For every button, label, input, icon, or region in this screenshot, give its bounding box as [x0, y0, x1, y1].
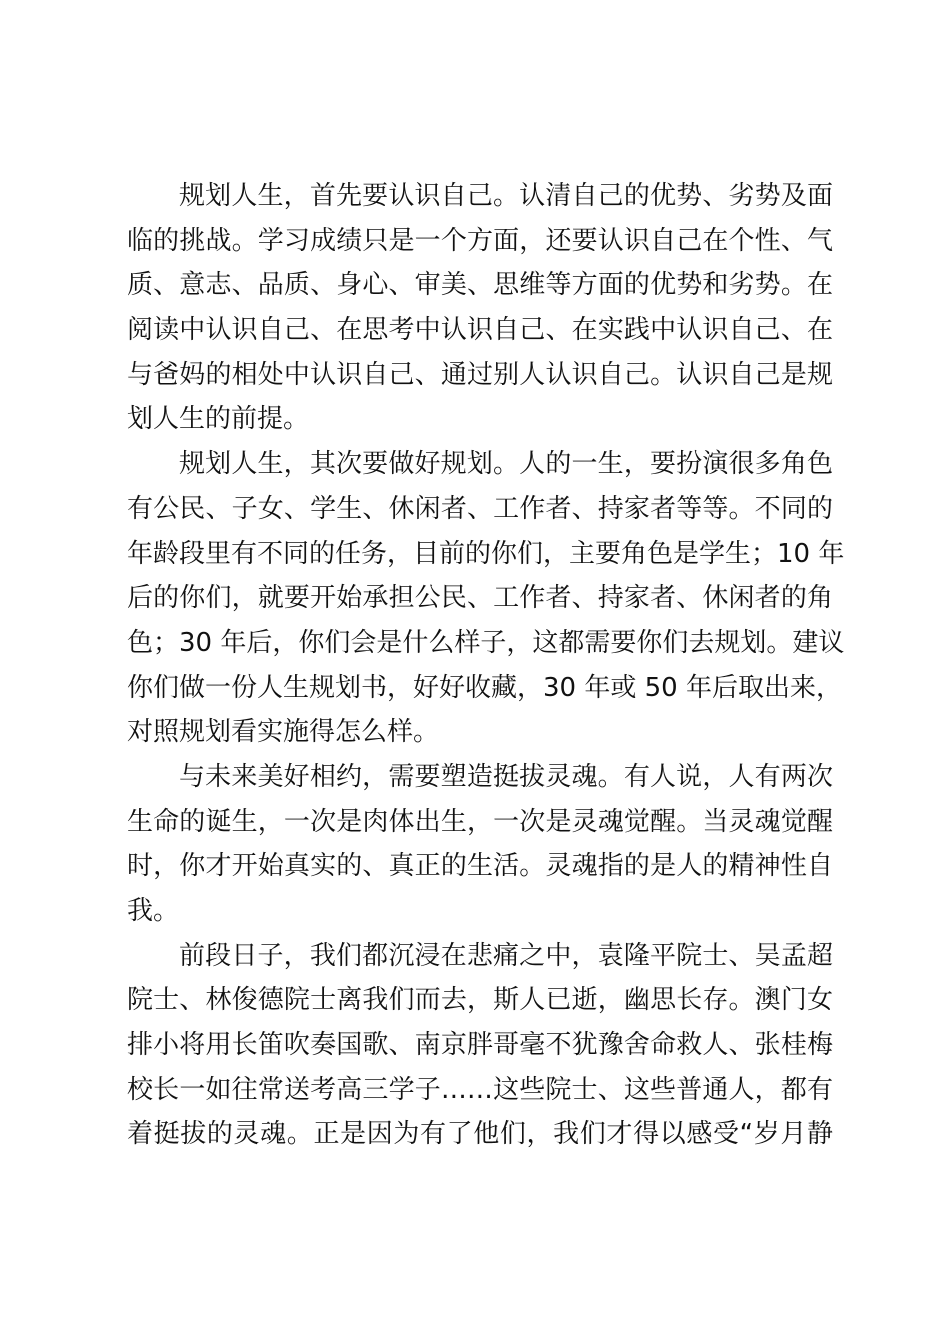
paragraph-3-line-4: 我。 — [127, 896, 180, 926]
paragraph-2-line-5: 色；30 年后，你们会是什么样子，这都需要你们去规划。建议 — [127, 627, 845, 658]
paragraph-1-line-1: 规划人生，首先要认识自己。认清自己的优势、劣势及面 — [179, 181, 833, 211]
paragraph-2-line-1: 规划人生，其次要做好规划。人的一生，要扮演很多角色 — [179, 449, 833, 480]
paragraph-1-line-6: 划人生的前提。 — [127, 404, 310, 435]
paragraph-4-line-1: 前段日子，我们都沉浸在悲痛之中，袁隆平院士、吴孟超 — [179, 940, 833, 971]
paragraph-1-line-2: 临的挑战。学习成绩只是一个方面，还要认识自己在个性、气 — [127, 225, 833, 256]
paragraph-2-line-7: 对照规划看实施得怎么样。 — [127, 717, 440, 748]
document-body — [127, 174, 845, 1157]
paragraph-4-line-4: 校长一如往常送考高三学子……这些院士、这些普通人，都有 — [127, 1074, 833, 1105]
paragraph-2-line-3: 年龄段里有不同的任务，目前的你们，主要角色是学生；10 年 — [127, 538, 845, 569]
paragraph-1-line-4: 阅读中认识自己、在思考中认识自己、在实践中认识自己、在 — [127, 315, 833, 346]
paragraph-4-line-3: 排小将用长笛吹奏国歌、南京胖哥毫不犹豫舍命救人、张桂梅 — [127, 1030, 833, 1061]
paragraph-1-line-5: 与爸妈的相处中认识自己、通过别人认识自己。认识自己是规 — [127, 359, 833, 390]
paragraph-2-line-6: 你们做一份人生规划书，好好收藏，30 年或 50 年后取出来， — [127, 672, 842, 703]
paragraph-1 — [127, 174, 833, 442]
paragraph-3-line-3: 时，你才开始真实的、真正的生活。灵魂指的是人的精神性自 — [127, 851, 833, 882]
paragraph-4-line-2: 院士、林俊德院士离我们而去，斯人已逝，幽思长存。澳门女 — [127, 985, 833, 1016]
paragraph-3 — [127, 755, 833, 934]
paragraph-2 — [127, 442, 845, 755]
paragraph-1-line-3: 质、意志、品质、身心、审美、思维等方面的优势和劣势。在 — [127, 270, 833, 301]
paragraph-2-line-2: 有公民、子女、学生、休闲者、工作者、持家者等等。不同的 — [127, 493, 833, 524]
paragraph-3-line-2: 生命的诞生，一次是肉体出生，一次是灵魂觉醒。当灵魂觉醒 — [127, 806, 833, 837]
paragraph-4-line-5: 着挺拔的灵魂。正是因为有了他们，我们才得以感受“岁月静 — [127, 1119, 833, 1150]
paragraph-4 — [127, 934, 833, 1157]
paragraph-3-line-1: 与未来美好相约，需要塑造挺拔灵魂。有人说，人有两次 — [179, 761, 833, 792]
paragraph-2-line-4: 后的你们，就要开始承担公民、工作者、持家者、休闲者的角 — [127, 583, 833, 614]
